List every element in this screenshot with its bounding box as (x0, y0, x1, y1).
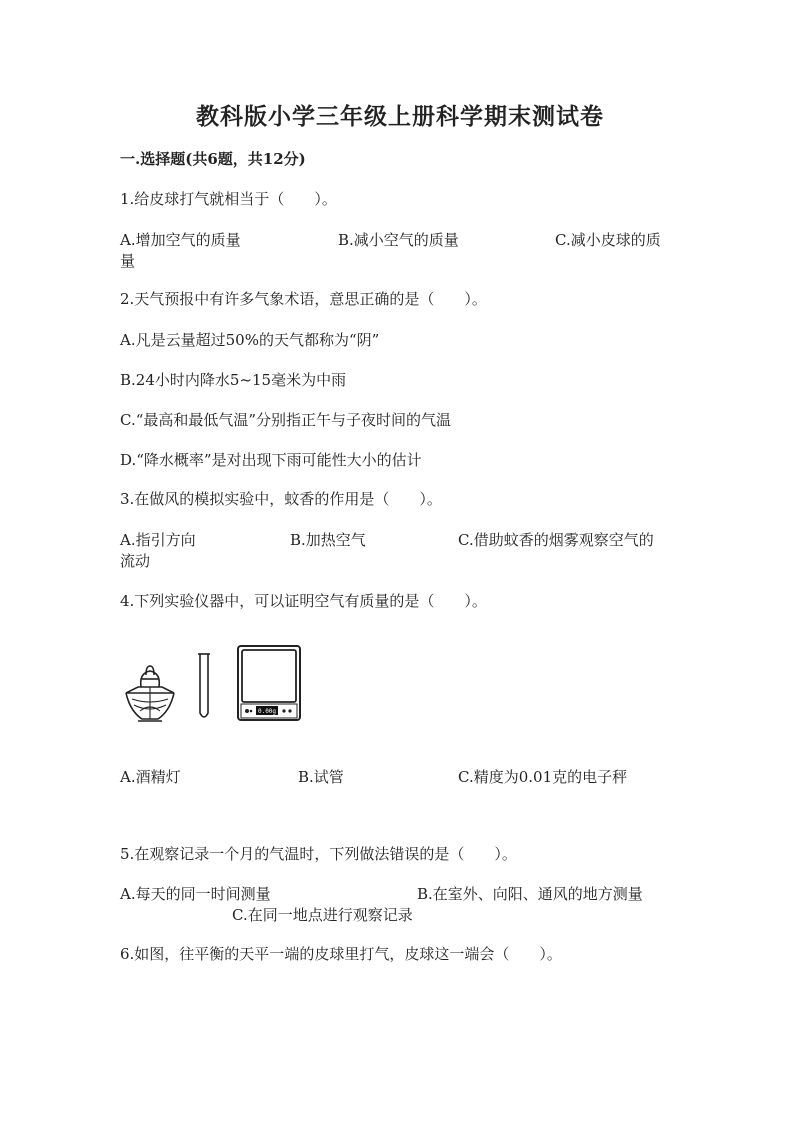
page-title: 教科版小学三年级上册科学期末测试卷 (196, 103, 604, 130)
scale-display-readout: 0.00g (257, 708, 277, 716)
question-1-stem: 1.给皮球打气就相当于（ ）。 (120, 190, 337, 208)
question-4-option-b: B.试管 (298, 768, 344, 786)
question-4-figure (120, 645, 340, 730)
question-1-option-c-wrap: 量 (120, 252, 136, 270)
question-1-option-c: C.减小皮球的质 (555, 231, 661, 249)
test-tube-icon (198, 654, 210, 717)
section-heading: 一.选择题(共6题，共12分) (120, 150, 306, 168)
question-3-option-c-wrap: 流动 (120, 552, 151, 570)
question-2-option-d: D.“降水概率”是对出现下雨可能性大小的估计 (120, 451, 422, 469)
question-6-stem: 6.如图，往平衡的天平一端的皮球里打气，皮球这一端会（ ）。 (120, 945, 562, 963)
question-3-option-b: B.加热空气 (290, 531, 366, 549)
question-4-option-a: A.酒精灯 (120, 768, 181, 786)
question-1-option-b: B.减小空气的质量 (338, 231, 459, 249)
question-1-option-a: A.增加空气的质量 (120, 231, 241, 249)
electronic-scale-icon (238, 646, 300, 720)
question-3-option-c: C.借助蚊香的烟雾观察空气的 (458, 531, 654, 549)
question-5-option-a: A.每天的同一时间测量 (120, 885, 271, 903)
question-3-stem: 3.在做风的模拟实验中，蚊香的作用是（ ）。 (120, 490, 442, 508)
question-2-option-b: B.24小时内降水5~15毫米为中雨 (120, 371, 347, 389)
question-5-option-c: C.在同一地点进行观察记录 (232, 906, 413, 924)
question-4-stem: 4.下列实验仪器中，可以证明空气有质量的是（ ）。 (120, 592, 487, 610)
question-3-option-a: A.指引方向 (120, 531, 196, 549)
question-2-option-a: A.凡是云量超过50%的天气都称为“阴” (120, 331, 380, 349)
question-5-option-b: B.在室外、向阳、通风的地方测量 (417, 885, 643, 903)
question-4-option-c: C.精度为0.01克的电子秤 (458, 768, 628, 786)
alcohol-lamp-icon (126, 666, 174, 721)
question-2-stem: 2.天气预报中有许多气象术语，意思正确的是（ ）。 (120, 290, 487, 308)
question-2-option-c: C.“最高和最低气温”分别指正午与子夜时间的气温 (120, 411, 452, 429)
question-5-stem: 5.在观察记录一个月的气温时，下列做法错误的是（ ）。 (120, 845, 517, 863)
